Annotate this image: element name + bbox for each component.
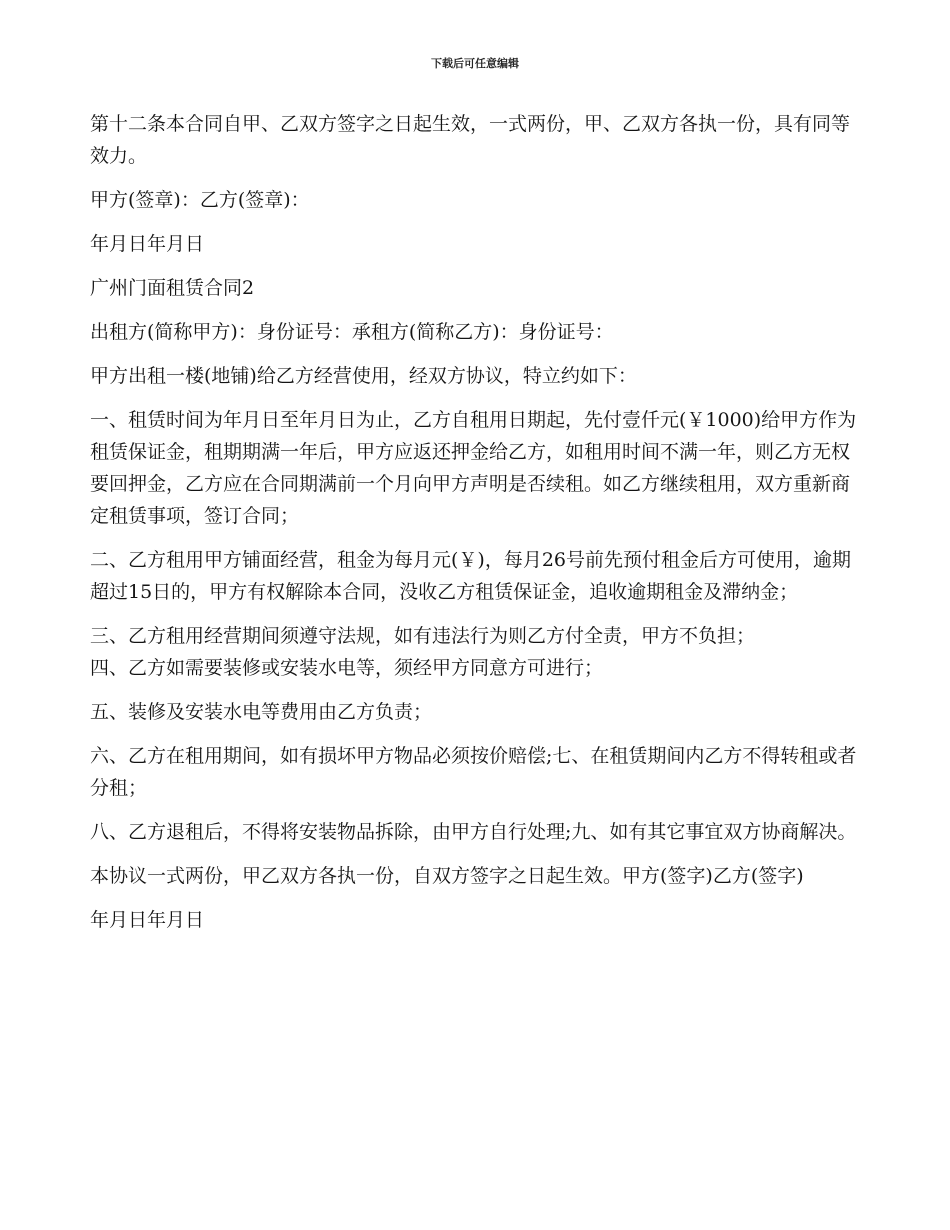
document-body [90, 108, 865, 948]
parties-line: 出租方(简称甲方)：身份证号：承租方(简称乙方)：身份证号： [90, 321, 614, 343]
clause-1-paragraph: 一、租赁时间为年月日至年月日为止，乙方自租用日期起，先付壹仟元(￥1000)给甲方作为租赁保证金，租期期满一年后，甲方应返还押金给乙方，如租用时间不满一年，则乙方无权要回押金，乙方应在合同期满前一个月向甲方声明是否续租。如乙方继续租用，双方重新商定租赁事项，签订合同； [90, 409, 857, 527]
final-date-line: 年月日年月日 [90, 909, 205, 931]
date-line: 年月日年月日 [90, 233, 205, 255]
clause-5-paragraph: 五、装修及安装水电等费用由乙方负责； [90, 701, 433, 723]
clause-12-paragraph: 第十二条本合同自甲、乙双方签字之日起生效，一式两份，甲、乙双方各执一份，具有同等效力。 [90, 113, 851, 167]
clause-4-paragraph: 四、乙方如需要装修或安装水电等，须经甲方同意方可进行； [90, 657, 604, 679]
clause-8-9-paragraph: 八、乙方退租后，不得将安装物品拆除，由甲方自行处理;九、如有其它事宜双方协商解决。 [90, 821, 857, 843]
intro-paragraph: 甲方出租一楼(地铺)给乙方经营使用，经双方协议，特立约如下： [90, 365, 637, 387]
clause-3-paragraph: 三、乙方租用经营期间须遵守法规，如有违法行为则乙方付全责，甲方不负担； [90, 625, 756, 647]
signature-line: 甲方(签章)：乙方(签章)： [90, 189, 310, 211]
agreement-closing-paragraph: 本协议一式两份，甲乙双方各执一份，自双方签字之日起生效。甲方(签字)乙方(签字) [90, 865, 804, 887]
contract-title: 广州门面租赁合同2 [90, 277, 255, 299]
page-header: 下载后可任意编辑 [431, 57, 519, 70]
clause-2-paragraph: 二、乙方租用甲方铺面经营，租金为每月元(￥)，每月26号前先预付租金后方可使用，逾期超过15日的，甲方有权解除本合同，没收乙方租赁保证金，追收逾期租金及滞纳金； [90, 549, 852, 603]
clause-6-7-paragraph: 六、乙方在租用期间，如有损坏甲方物品必须按价赔偿;七、在租赁期间内乙方不得转租或者分租； [90, 745, 857, 799]
